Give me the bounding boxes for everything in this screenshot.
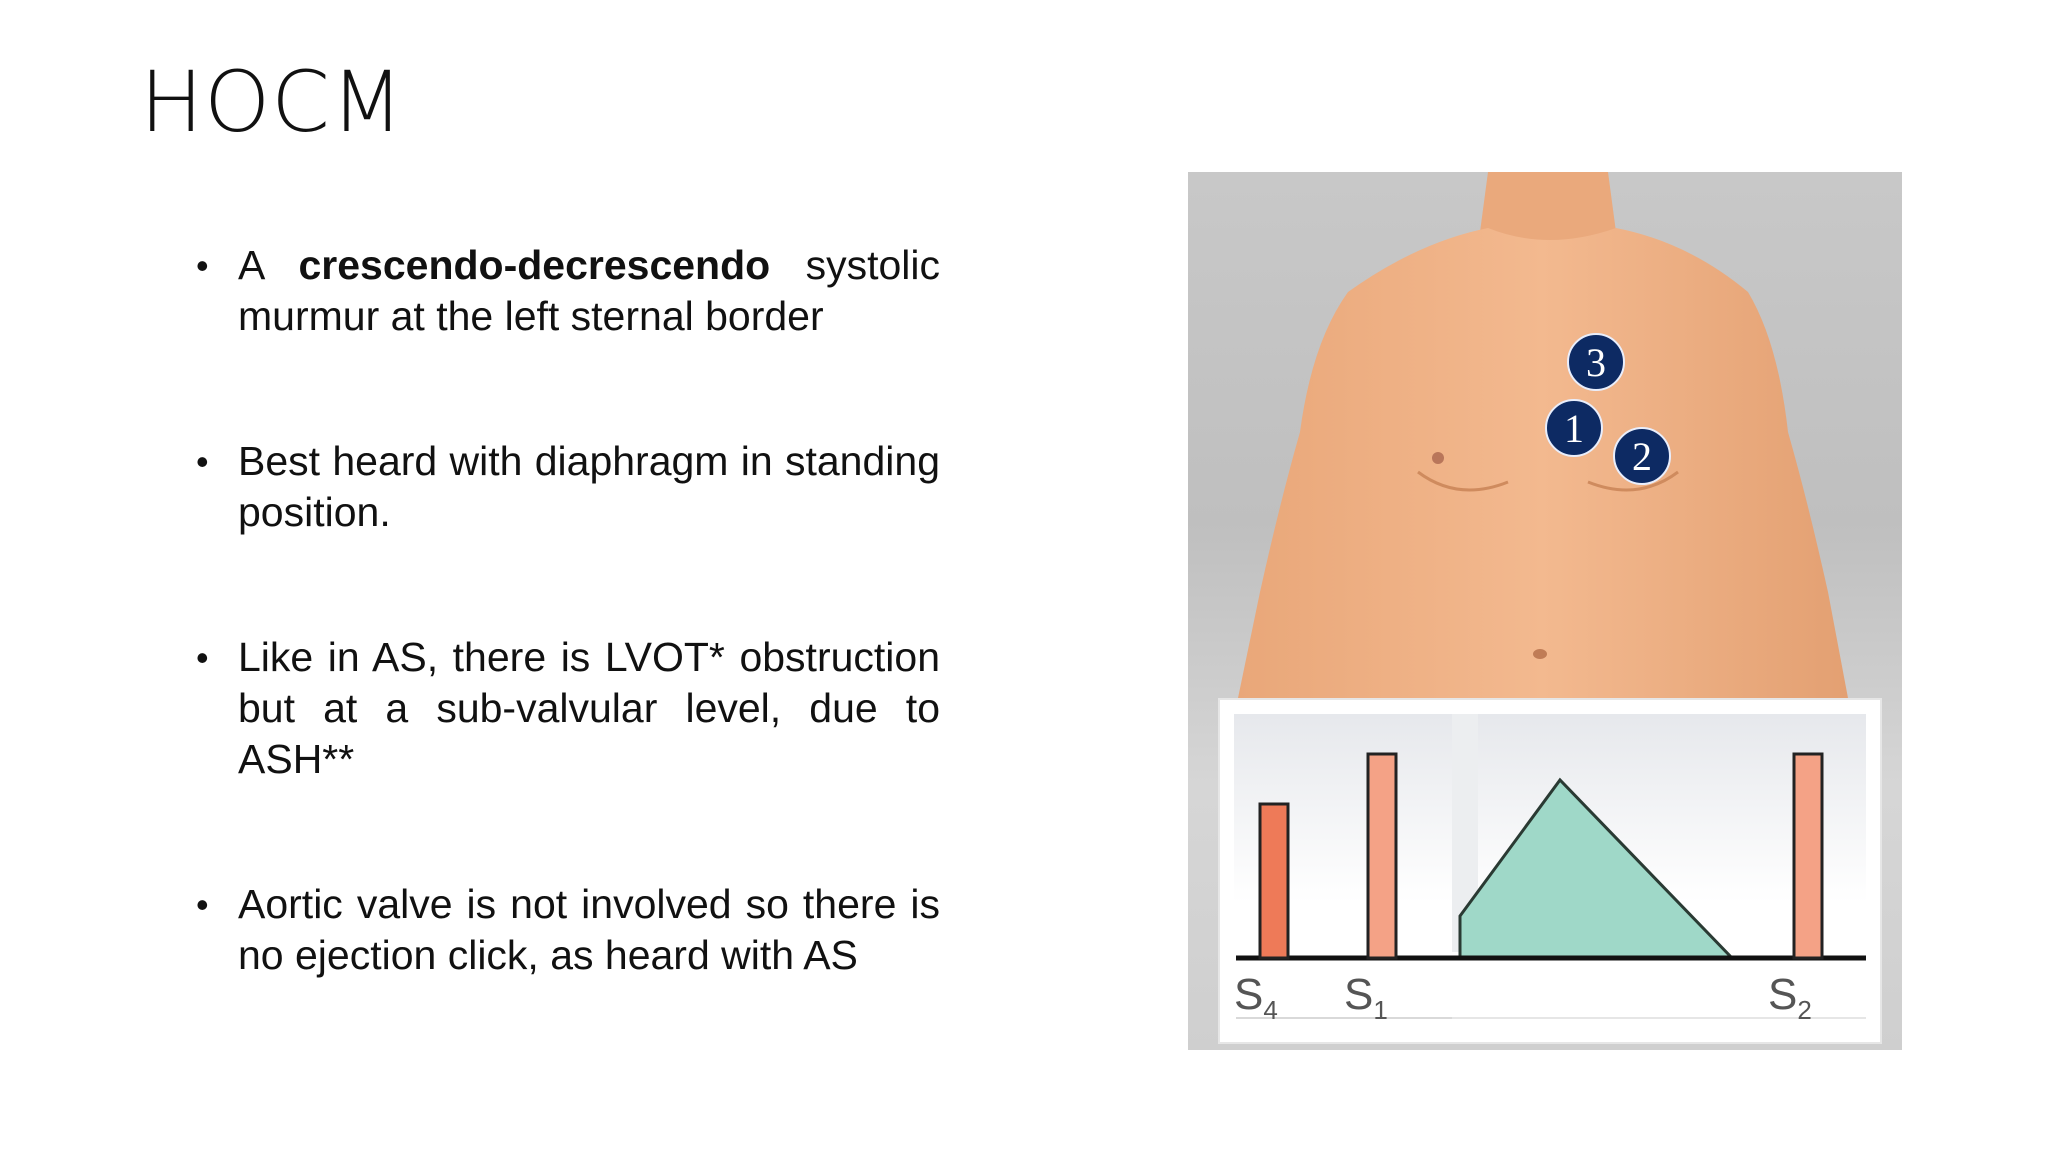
torso-shape xyxy=(1238,228,1848,698)
bullet-bold-text: crescendo-decrescendo xyxy=(298,242,771,288)
bullet-item xyxy=(196,632,940,785)
svg-text:3: 3 xyxy=(1586,340,1606,385)
bullet-text: systolic murmur at the left sternal border xyxy=(238,242,940,339)
bullet-text: Like in AS, there is LVOT* obstruction but at a sub-valvular level, due to ASH** xyxy=(238,634,940,782)
s4-label: $S_4$ xyxy=(1234,970,1278,1025)
bullet-item xyxy=(196,436,940,538)
s1-label: $S_1$ xyxy=(1344,970,1388,1025)
bullet-dot: • xyxy=(196,637,209,678)
bullet-dot: • xyxy=(196,245,209,286)
s2-label: $S_2$ xyxy=(1768,970,1812,1025)
murmur-shape xyxy=(1460,780,1732,958)
svg-text:1: 1 xyxy=(1564,406,1584,451)
navel-shape xyxy=(1533,649,1547,659)
marker-3 xyxy=(1568,334,1624,390)
auscultation-figure xyxy=(1188,172,1902,1050)
bullet-text: Aortic valve is not involved so there is no ejection click, as heard with AS xyxy=(238,881,940,978)
marker-1 xyxy=(1546,400,1602,456)
svg-text:2: 2 xyxy=(1632,434,1652,479)
bullet-dot: • xyxy=(196,441,209,482)
bullet-item xyxy=(196,879,940,981)
slide-title: HOCM xyxy=(140,53,405,151)
bullet-text: A xyxy=(238,242,299,288)
bullet-dot: • xyxy=(196,884,209,925)
marker-2 xyxy=(1614,428,1670,484)
phonocardiogram-panel xyxy=(1218,698,1882,1044)
s4-bar xyxy=(1260,804,1288,958)
bullet-text: Best heard with diaphragm in standing position. xyxy=(238,438,940,535)
s2-bar xyxy=(1794,754,1822,958)
nipple-shape xyxy=(1432,452,1444,464)
bullet-item xyxy=(196,240,940,342)
s1-bar xyxy=(1368,754,1396,958)
bullet-list xyxy=(196,240,940,1075)
